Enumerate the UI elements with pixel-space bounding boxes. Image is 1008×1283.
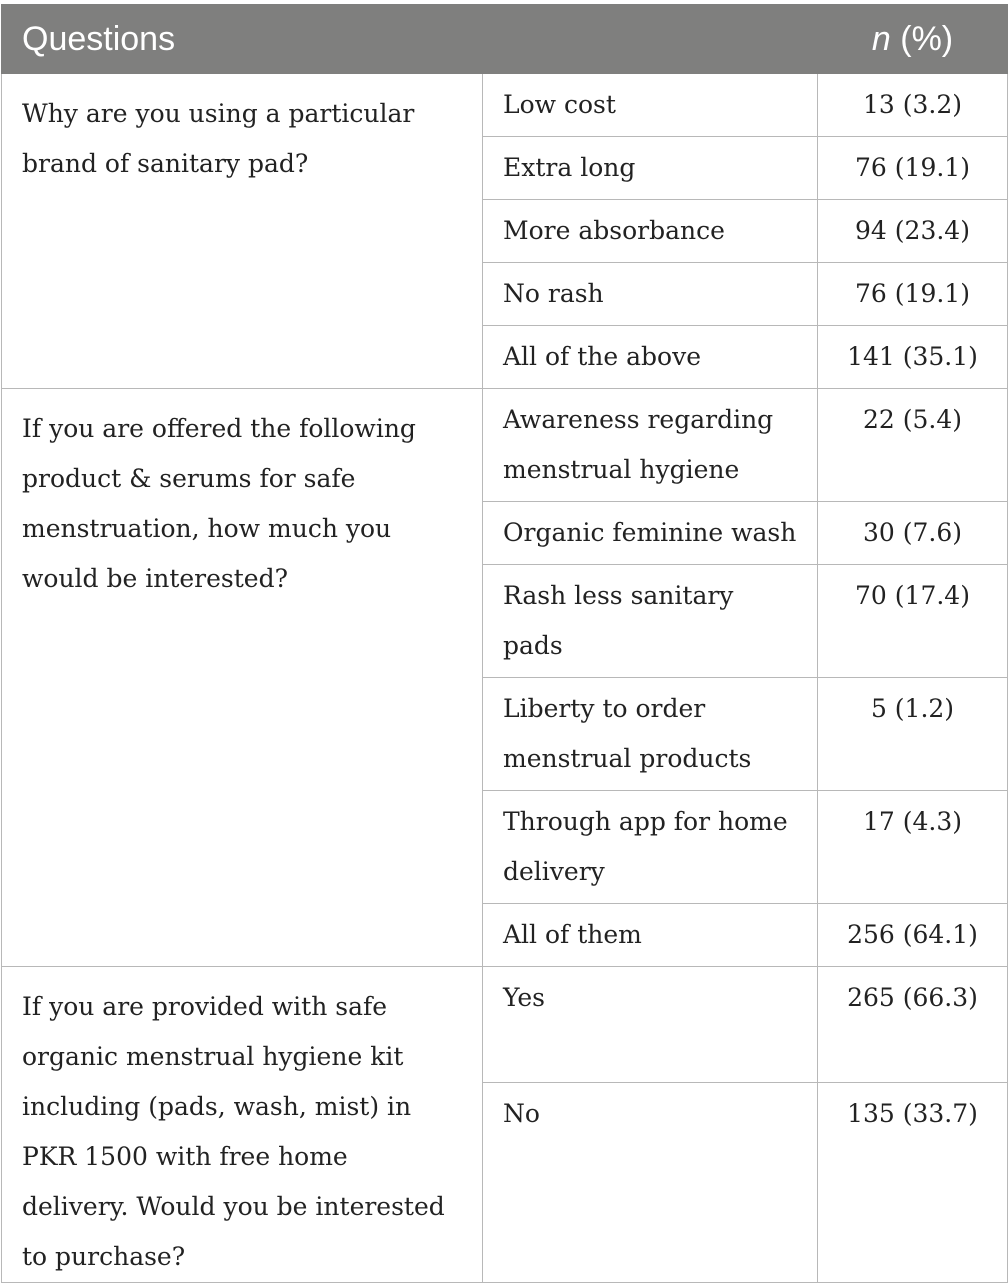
table-row [2, 967, 1008, 1083]
question-cell: Why are you using a particular brand of sanitary pad? [2, 74, 483, 389]
option-cell: Awareness regarding menstrual hygiene [483, 389, 818, 502]
value-cell: 94 (23.4) [818, 200, 1008, 263]
value-cell: 141 (35.1) [818, 326, 1008, 389]
n-label: n [871, 19, 891, 58]
option-cell: No [483, 1083, 818, 1283]
question-cell: If you are offered the following product & serums for safe menstruation, how much you would be interested? [2, 389, 483, 967]
option-cell: Rash less sanitary pads [483, 565, 818, 678]
questions-header: Questions [2, 5, 818, 74]
value-cell: 76 (19.1) [818, 137, 1008, 200]
option-cell: Through app for home delivery [483, 791, 818, 904]
value-cell: 5 (1.2) [818, 678, 1008, 791]
option-cell: All of the above [483, 326, 818, 389]
value-cell: 256 (64.1) [818, 904, 1008, 967]
n-percent-header [818, 5, 1008, 74]
value-cell: 13 (3.2) [818, 74, 1008, 137]
option-cell: Extra long [483, 137, 818, 200]
value-cell: 22 (5.4) [818, 389, 1008, 502]
option-cell: Organic feminine wash [483, 502, 818, 565]
table-row [2, 389, 1008, 502]
option-cell: Low cost [483, 74, 818, 137]
option-cell: All of them [483, 904, 818, 967]
value-cell: 17 (4.3) [818, 791, 1008, 904]
survey-table [1, 4, 1008, 1283]
option-cell: Liberty to order menstrual products [483, 678, 818, 791]
option-cell: No rash [483, 263, 818, 326]
question-cell: If you are provided with safe organic menstrual hygiene kit including (pads, wash, mist) in PKR 1500 with free home delivery. Would you be interested to purchase? [2, 967, 483, 1283]
option-cell: More absorbance [483, 200, 818, 263]
table-row [2, 74, 1008, 137]
value-cell: 30 (7.6) [818, 502, 1008, 565]
value-cell: 135 (33.7) [818, 1083, 1008, 1283]
percent-label: (%) [890, 19, 954, 58]
option-cell: Yes [483, 967, 818, 1083]
table-header-row [2, 5, 1008, 74]
value-cell: 76 (19.1) [818, 263, 1008, 326]
value-cell: 265 (66.3) [818, 967, 1008, 1083]
value-cell: 70 (17.4) [818, 565, 1008, 678]
